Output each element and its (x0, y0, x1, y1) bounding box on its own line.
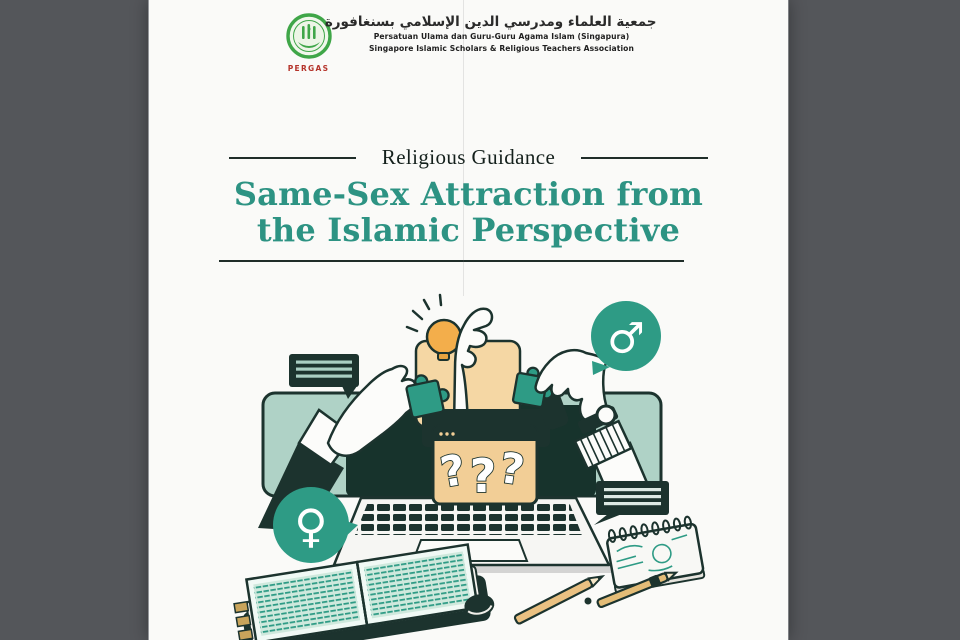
title-divider (219, 260, 684, 262)
male-symbol-icon: ♂ (607, 313, 645, 363)
question-window (433, 426, 537, 504)
speech-bubble-right (594, 481, 669, 525)
eyebrow-line-right (581, 157, 708, 159)
question-mark: ? (469, 449, 497, 503)
org-names (324, 13, 657, 54)
pen-cap (585, 598, 592, 605)
question-mark: ? (436, 444, 470, 498)
watch-face (597, 406, 615, 424)
document-cover-page (148, 0, 789, 640)
org-header (149, 13, 788, 73)
org-name-malay: Persatuan Ulama dan Guru-Guru Agama Islam (Singapura) (373, 32, 630, 42)
question-mark: ? (496, 443, 528, 495)
page-fold-line (463, 0, 464, 296)
title-line-2: the Islamic Perspective (256, 211, 681, 250)
org-name-arabic: جمعية العلماء ومدرسي الدين الإسلامي بسنغافورة (324, 14, 657, 30)
title-line-1: Same-Sex Attraction from (233, 175, 704, 213)
org-name-english: Singapore Islamic Scholars & Religious Teachers Association (368, 43, 635, 53)
eyebrow-row (149, 145, 788, 170)
page-title (149, 176, 788, 249)
logo-acronym: PERGAS (287, 64, 330, 73)
cover-illustration (216, 293, 736, 640)
female-symbol-icon: ♀ (294, 499, 328, 553)
eyebrow-line-left (229, 157, 356, 159)
eyebrow-text: Religious Guidance (381, 145, 556, 169)
pencil (514, 572, 605, 624)
